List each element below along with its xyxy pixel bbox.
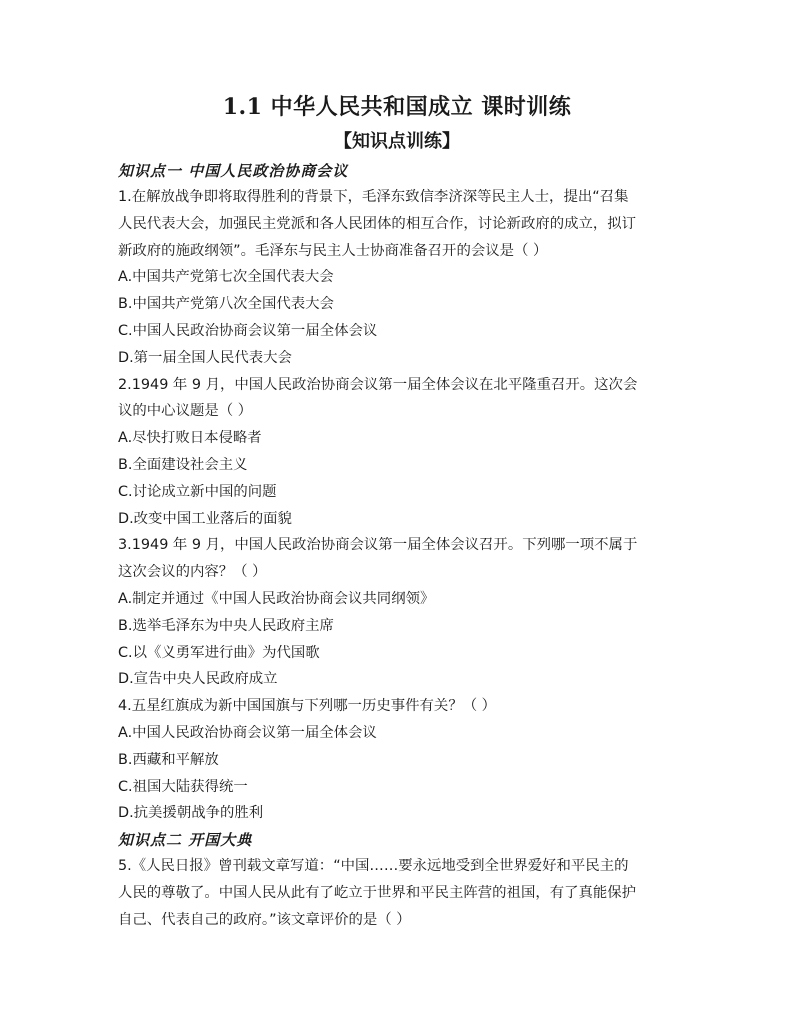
answer-option: D.改变中国工业落后的面貌 [118,510,292,527]
answer-option: D.抗美援朝战争的胜利 [118,805,264,822]
question-item [118,184,688,372]
question-text-line: 人民的尊敬了。中国人民从此有了屹立于世界和平民主阵营的祖国，有了真能保护 [118,884,637,901]
question-text-line: 这次会议的内容？（ ） [118,564,267,581]
page-subtitle: 【知识点训练】 [334,131,460,152]
question-text-line: 2.1949 年 9 月，中国人民政治协商会议第一届全体会议在北平隆重召开。这次会 [118,376,638,393]
question-item [118,693,688,827]
section-heading: 知识点二 开国大典 [118,831,253,850]
question-text-line: 新政府的施政纲领”。毛泽东与民主人士协商准备召开的会议是（ ） [118,242,548,259]
question-text-line: 3.1949 年 9 月，中国人民政治协商会议第一届全体会议召开。下列哪一项不属于 [118,537,638,554]
question-text-line: 人民代表大会，加强民主党派和各人民团体的相互合作，讨论新政府的成立，拟订 [118,215,637,232]
question-item [118,372,688,533]
answer-option: C.讨论成立新中国的问题 [118,483,277,500]
question-text-line: 5.《人民日报》曾刊载文章写道：“中国……要永远地受到全世界爱好和平民主的 [118,858,629,875]
answer-option: B.西藏和平解放 [118,751,219,768]
page-title: 1.1 中华人民共和国成立 课时训练 [222,94,572,120]
answer-option: D.第一届全国人民代表大会 [118,349,292,366]
question-item [118,532,688,693]
answer-option: A.尽快打败日本侵略者 [118,430,262,447]
question-item [118,853,688,933]
worksheet-content [118,158,688,934]
answer-option: C.祖国大陆获得统一 [118,778,248,795]
section-heading: 知识点一 中国人民政治协商会议 [118,162,349,180]
answer-option: B.中国共产党第八次全国代表大会 [118,296,334,313]
answer-option: C.以《义勇军进行曲》为代国歌 [118,644,320,661]
answer-option: B.全面建设社会主义 [118,456,248,473]
answer-option: A.中国人民政治协商会议第一届全体会议 [118,724,377,741]
question-text-line: 议的中心议题是（ ） [118,403,253,420]
question-text-line: 1.在解放战争即将取得胜利的背景下，毛泽东致信李济深等民主人士，提出“召集 [118,189,629,205]
answer-option: B.选举毛泽东为中央人民政府主席 [118,617,334,634]
answer-option: A.中国共产党第七次全国代表大会 [118,269,334,286]
answer-option: C.中国人民政治协商会议第一届全体会议 [118,322,378,339]
question-text-line: 4.五星红旗成为新中国国旗与下列哪一历史事件有关？（ ） [118,698,497,715]
answer-option: D.宣告中央人民政府成立 [118,671,278,688]
question-text-line: 自己、代表自己的政府。”该文章评价的是（ ） [118,911,411,928]
answer-option: A.制定并通过《中国人民政治协商会议共同纲领》 [118,590,435,607]
